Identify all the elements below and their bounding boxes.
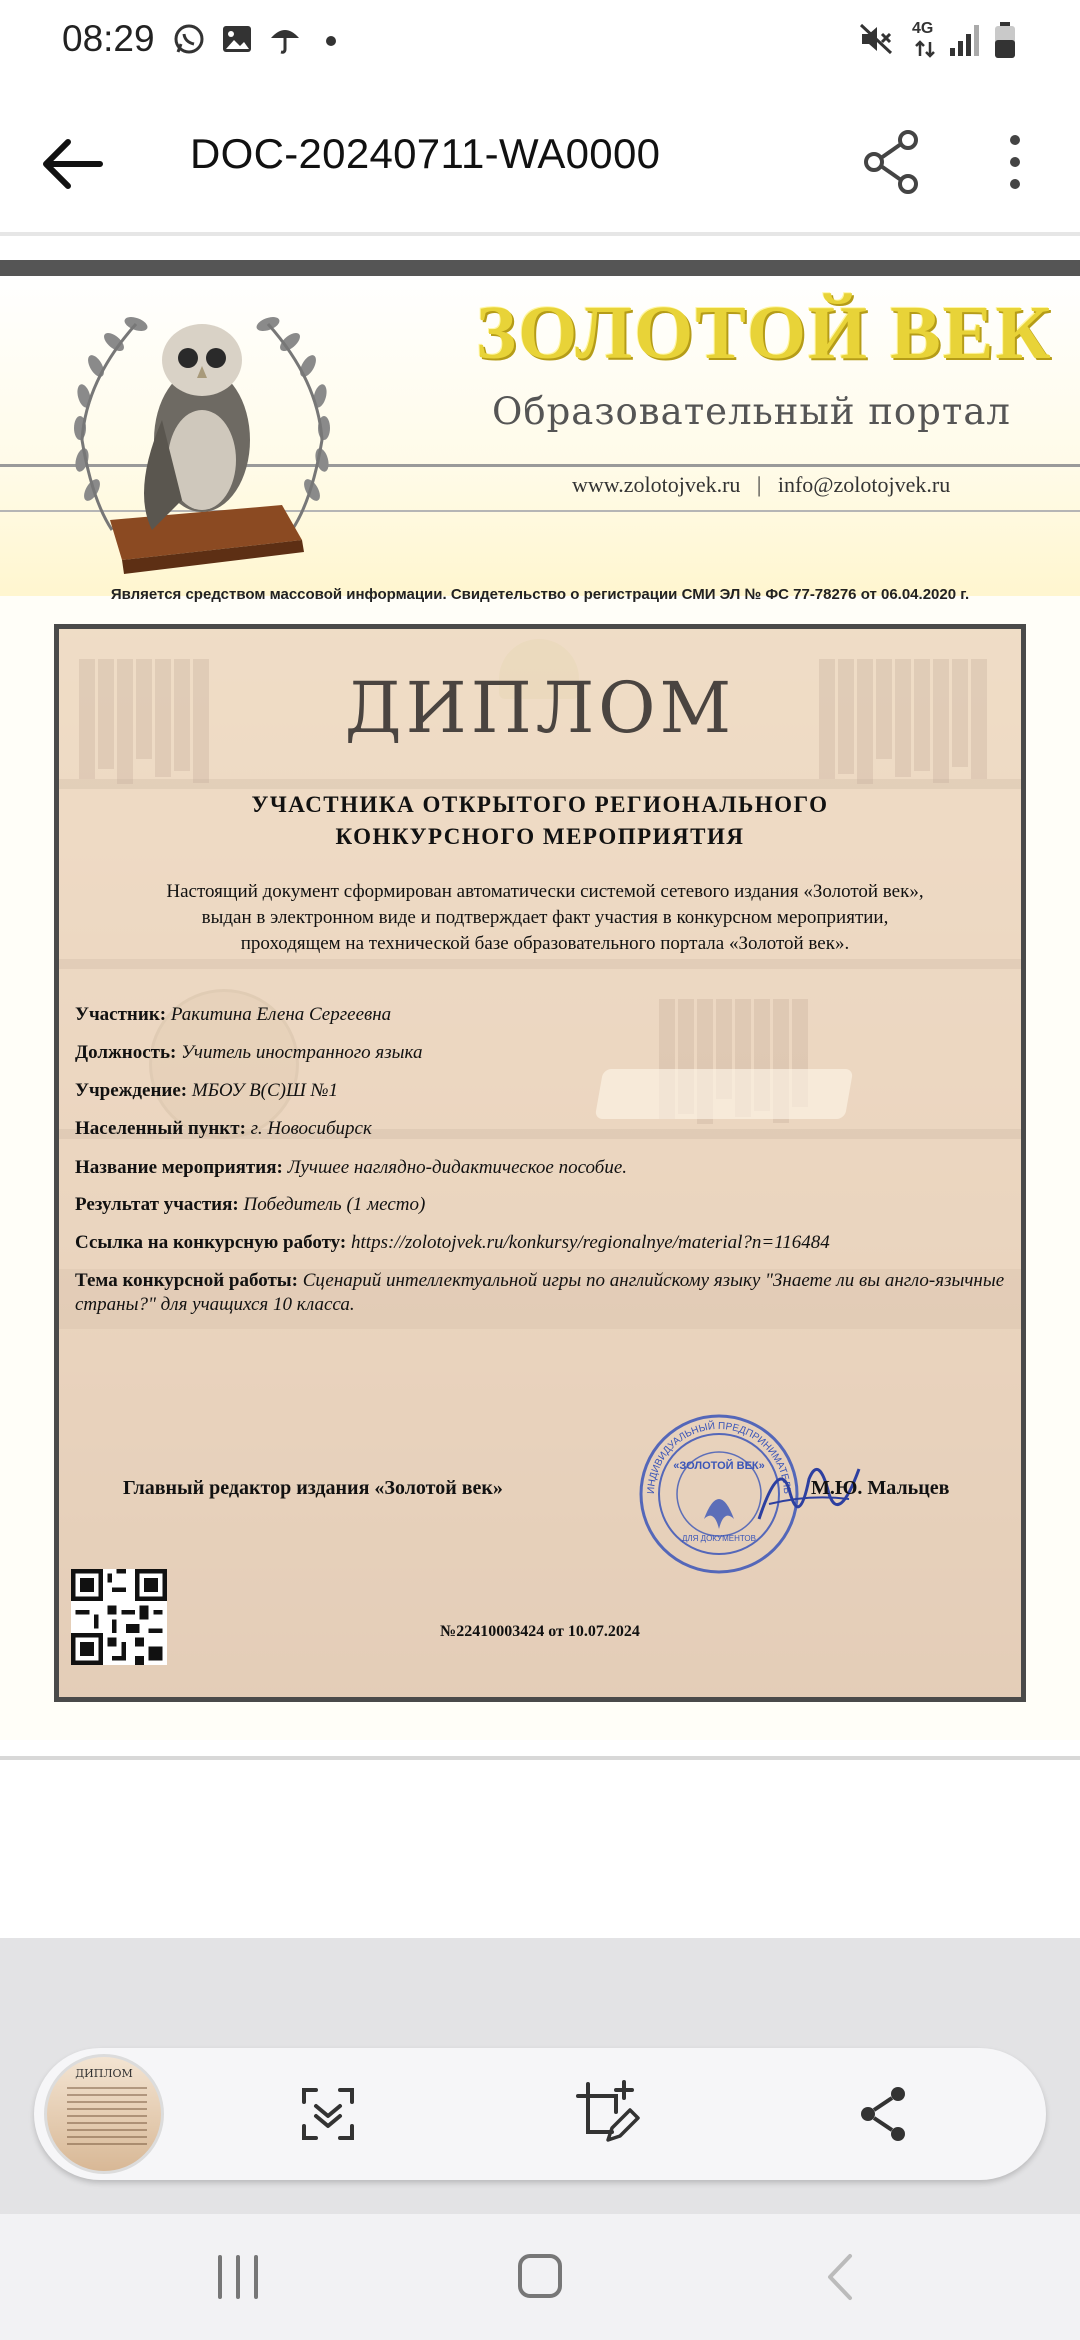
intro-line: Настоящий документ сформирован автоматически системой сетевого издания «Золотой век», [166, 881, 924, 902]
back-arrow-icon[interactable] [34, 124, 114, 204]
recents-icon[interactable] [200, 2242, 280, 2312]
document-page [0, 260, 1080, 1740]
diploma-number: №22410003424 от 10.07.2024 [440, 1623, 640, 1640]
edit-crop-icon[interactable] [572, 2078, 644, 2150]
field-label: Участник: [75, 1004, 167, 1025]
share-icon[interactable] [856, 122, 928, 202]
portal-subtitle: Образовательный портал [492, 390, 1011, 433]
field-work-link [75, 1231, 1005, 1255]
share-icon[interactable] [848, 2078, 920, 2150]
field-value: МБОУ В(С)Ш №1 [191, 1080, 338, 1101]
field-label: Должность: [75, 1042, 177, 1063]
more-vert-icon[interactable] [990, 122, 1040, 202]
registration-notice: Является средством массовой информации. Свидетельство о регистрации СМИ ЭЛ № ФС 77-78276 от 06.04.2020 г. [110, 586, 970, 603]
bottom-action-area [0, 1938, 1080, 2214]
diploma-intro [99, 879, 991, 957]
navigation-bar [0, 2214, 1080, 2340]
stamp-bottom-text: ДЛЯ ДОКУМЕНТОВ [681, 1534, 757, 1543]
field-participant [75, 1003, 1005, 1027]
field-value: г. Новосибирск [250, 1118, 372, 1139]
stamp-text: «ЗОЛОТОЙ ВЕК» [673, 1460, 765, 1472]
document-title: DOC-20240711-WA0000 [190, 130, 661, 177]
field-label: Учреждение: [75, 1080, 188, 1101]
intro-line: проходящем на технической базе образовательного портала «Золотой век». [240, 933, 850, 954]
field-label: Населенный пункт: [75, 1118, 246, 1139]
field-value: Ракитина Елена Сергеевна [170, 1004, 392, 1025]
field-position [75, 1041, 1005, 1065]
field-value: Лучшее наглядно-дидактическое пособие. [287, 1157, 628, 1178]
qr-code [71, 1569, 167, 1665]
field-value: Учитель иностранного языка [181, 1042, 423, 1063]
diploma-title: ДИПЛОМ [344, 667, 736, 749]
action-pill [34, 2048, 1046, 2180]
field-result [75, 1193, 1005, 1217]
battery-icon [992, 20, 1018, 60]
mute-icon [858, 22, 896, 56]
dot-icon [326, 36, 336, 46]
diploma-subtitle-line: УЧАСТНИКА ОТКРЫТОГО РЕГИОНАЛЬНОГО [251, 792, 829, 817]
header-band [0, 260, 1080, 276]
field-label: Тема конкурсной работы: [75, 1270, 298, 1291]
status-bar [0, 0, 1080, 84]
app-bar [0, 84, 1080, 232]
whatsapp-icon [172, 22, 206, 56]
back-icon[interactable] [800, 2242, 880, 2312]
field-value: Сценарий интеллектуальной игры по английскому языку "Знаете ли вы англо-язычные страны?" для учащихся 10 класса. [75, 1270, 1005, 1315]
network-4g-icon: 4G [912, 20, 938, 60]
scan-text-icon[interactable] [292, 2078, 364, 2150]
field-locality [75, 1117, 1005, 1141]
signal-icon [948, 22, 980, 58]
gallery-icon [220, 22, 254, 56]
stamp-ring-text: ИНДИВИДУАЛЬНЫЙ ПРЕДПРИНИМАТЕЛЬ [645, 1420, 793, 1495]
field-event [75, 1156, 1005, 1180]
status-time: 08:29 [62, 18, 155, 59]
thumbnail-label: ДИПЛОМ [75, 2067, 133, 2080]
page-divider [0, 1756, 1080, 1760]
signature-name: М.Ю. Мальцев [811, 1477, 950, 1499]
document-thumbnail[interactable] [44, 2054, 164, 2174]
field-work-topic [75, 1269, 1005, 1317]
brand-name: ЗОЛОТОЙ ВЕК [476, 291, 1053, 375]
diploma-content [59, 629, 1021, 1697]
field-label: Название мероприятия: [75, 1157, 283, 1178]
umbrella-icon [268, 22, 302, 56]
diploma-subtitle-line: КОНКУРСНОГО МЕРОПРИЯТИЯ [335, 824, 745, 849]
owl-logo [52, 300, 352, 580]
field-label: Ссылка на конкурсную работу: [75, 1232, 347, 1253]
diploma-subtitle [59, 789, 1021, 853]
field-value: Победитель (1 место) [243, 1194, 426, 1215]
intro-line: выдан в электронном виде и подтверждает факт участия в конкурсном мероприятии, [201, 907, 889, 928]
document-viewer[interactable] [0, 232, 1080, 1938]
header-contacts: www.zolotojvek.ru | info@zolotojvek.ru [572, 472, 951, 497]
home-icon[interactable] [500, 2242, 580, 2312]
signature-label: Главный редактор издания «Золотой век» [123, 1477, 503, 1499]
page-divider [0, 232, 1080, 236]
field-value: https://zolotojvek.ru/konkursy/regionalnye/material?n=116484 [351, 1232, 830, 1253]
field-label: Результат участия: [75, 1194, 239, 1215]
diploma-certificate [54, 624, 1026, 1702]
field-institution [75, 1079, 1005, 1103]
